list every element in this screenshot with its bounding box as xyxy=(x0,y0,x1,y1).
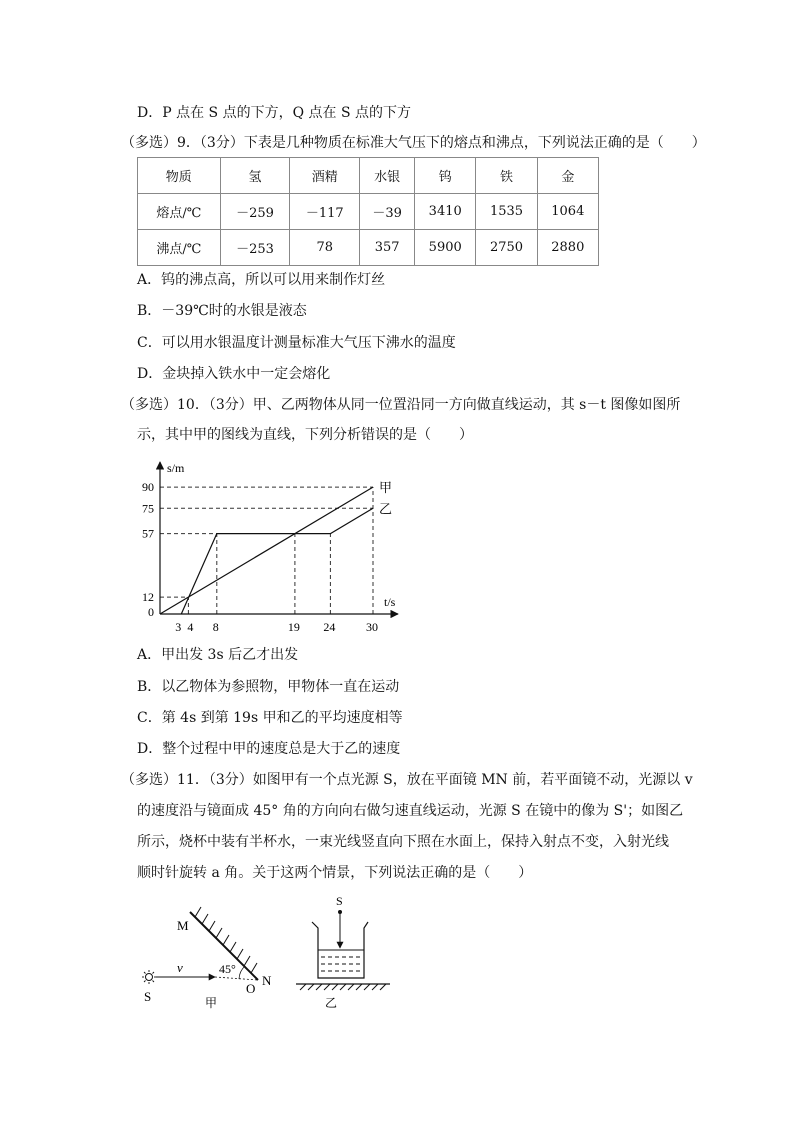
table-cell: 3410 xyxy=(415,194,476,230)
q10-option-d: D．整个过程中甲的速度总是大于乙的速度 xyxy=(137,741,401,757)
q11-stem-line4: 顺时针旋转 a 角。关于这两个情景，下列说法正确的是（ ） xyxy=(137,865,533,881)
table-cell: 熔点/℃ xyxy=(138,194,221,230)
melting-boiling-table xyxy=(137,157,599,266)
table-row xyxy=(138,194,599,230)
table-cell: 钨 xyxy=(415,158,476,194)
table-row xyxy=(138,230,599,266)
label-n: N xyxy=(262,973,272,988)
angle-label: 45° xyxy=(219,962,236,976)
q9-option-d: D．金块掉入铁水中一定会熔化 xyxy=(137,366,331,382)
table-cell: 铁 xyxy=(476,158,537,194)
q11-stem-line1: （多选）11．（3分）如图甲有一个点光源 S，放在平面镜 MN 前，若平面镜不动，光源以 v xyxy=(121,772,693,788)
label-o: O xyxy=(246,981,256,996)
y-tick-label: 75 xyxy=(142,501,154,516)
table-cell: 物质 xyxy=(138,158,221,194)
table-cell: －39 xyxy=(360,194,415,230)
x-tick-label: 30 xyxy=(366,620,378,634)
table-cell: 水银 xyxy=(360,158,415,194)
q10-stem-line1: （多选）10．（3分）甲、乙两物体从同一位置沿同一方向做直线运动，其 s－t 图像如图所 xyxy=(121,397,681,413)
angle-arc xyxy=(239,966,245,979)
x-tick-label: 4 xyxy=(187,620,194,634)
table-cell: 1535 xyxy=(476,194,537,230)
table-cell: 1064 xyxy=(537,194,598,230)
mirror-figure xyxy=(135,900,290,1015)
label-s: S xyxy=(336,894,343,908)
x-tick-label: 8 xyxy=(212,620,219,634)
table-cell: 357 xyxy=(360,230,415,266)
label-m: M xyxy=(177,918,189,933)
series-line-jia xyxy=(160,487,373,614)
x-axis-label: t/s xyxy=(384,595,396,609)
q10-option-c: C．第 4s 到第 19s 甲和乙的平均速度相等 xyxy=(137,710,403,726)
q9-option-a: A．钨的沸点高，所以可以用来制作灯丝 xyxy=(137,272,386,288)
surface-hatching xyxy=(300,984,386,990)
x-tick-label: 24 xyxy=(323,620,336,634)
table-cell: －253 xyxy=(220,230,290,266)
sun-icon xyxy=(142,970,156,984)
figure-caption-jia: 甲 xyxy=(205,996,218,1010)
x-tick-label: 19 xyxy=(287,620,300,634)
y-tick-label: 90 xyxy=(142,480,154,495)
table-cell: －117 xyxy=(290,194,360,230)
q9-stem: （多选）9．（3分）下表是几种物质在标准大气压下的熔点和沸点，下列说法正确的是（ ） xyxy=(121,135,706,151)
table-cell: 2880 xyxy=(537,230,598,266)
q10-option-a: A．甲出发 3s 后乙才出发 xyxy=(137,647,299,663)
q8-option-d: D．P 点在 S 点的下方，Q 点在 S 点的下方 xyxy=(137,105,412,121)
table-header-row xyxy=(138,158,599,194)
water-dashes xyxy=(321,957,362,971)
table-cell: －259 xyxy=(220,194,290,230)
x-tick-label: 3 xyxy=(175,620,182,634)
series-label: 乙 xyxy=(379,501,393,517)
beaker-figure xyxy=(290,890,400,1015)
q9-option-c: C．可以用水银温度计测量标准大气压下沸水的温度 xyxy=(137,335,456,351)
table-cell: 酒精 xyxy=(290,158,360,194)
q10-stem-line2: 示，其中甲的图线为直线，下列分析错误的是（ ） xyxy=(137,427,473,443)
table-cell: 5900 xyxy=(415,230,476,266)
y-axis-label: s/m xyxy=(167,461,185,475)
table-cell: 沸点/℃ xyxy=(138,230,221,266)
series-label: 甲 xyxy=(379,480,393,496)
label-v: v xyxy=(177,960,183,975)
label-s: S xyxy=(144,989,152,1004)
series-line-yi xyxy=(181,508,373,614)
figure-caption-yi: 乙 xyxy=(325,996,338,1010)
normal-dashed-line xyxy=(215,977,258,980)
y-tick-label: 0 xyxy=(148,605,154,619)
q11-stem-line2: 的速度沿与镜面成 45° 角的方向向右做匀速直线运动，光源 S 在镜中的像为 S'；如图乙 xyxy=(137,803,684,819)
s-t-graph xyxy=(140,458,410,638)
q10-option-b: B．以乙物体为参照物，甲物体一直在运动 xyxy=(137,679,400,695)
y-tick-label: 12 xyxy=(142,590,154,605)
y-tick-label: 57 xyxy=(142,526,154,541)
table-cell: 2750 xyxy=(476,230,537,266)
q11-stem-line3: 所示，烧杯中装有半杯水，一束光线竖直向下照在水面上，保持入射点不变，入射光线 xyxy=(137,834,669,850)
q9-option-b: B．－39℃时的水银是液态 xyxy=(137,303,307,319)
table-cell: 78 xyxy=(290,230,360,266)
table-cell: 氢 xyxy=(220,158,290,194)
table-cell: 金 xyxy=(537,158,598,194)
